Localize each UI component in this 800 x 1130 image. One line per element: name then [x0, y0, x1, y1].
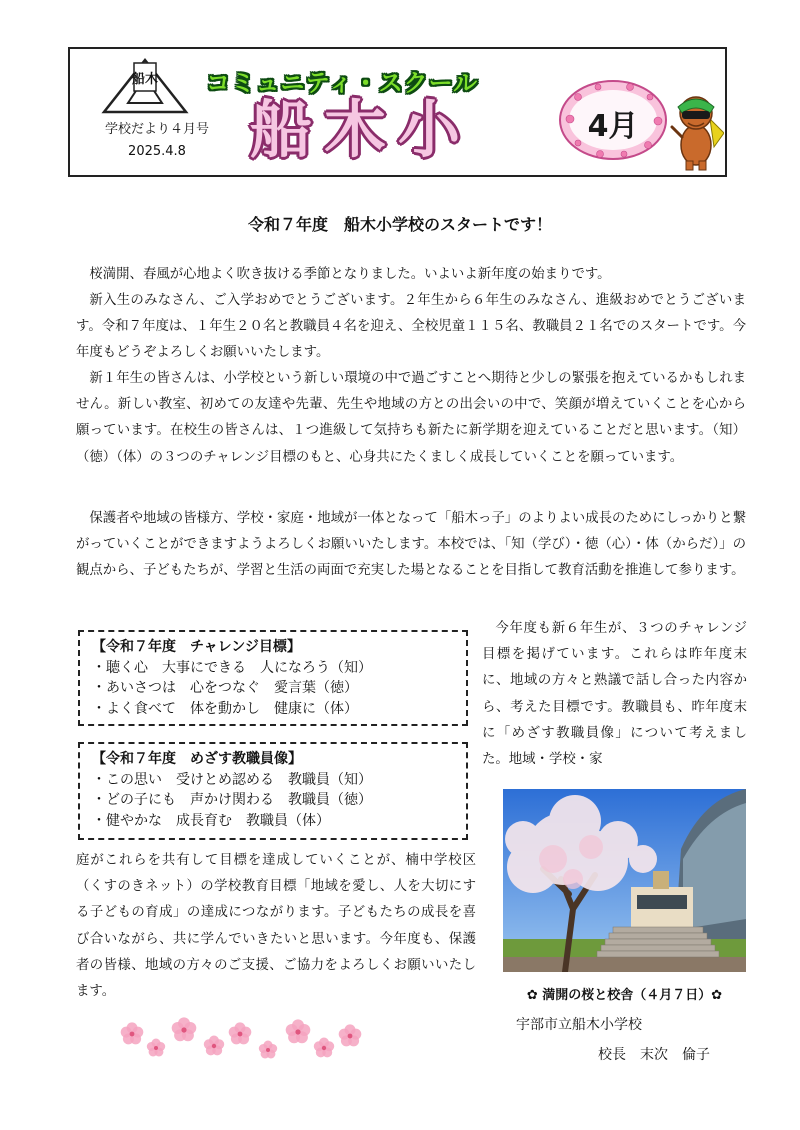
newsletter-issue: 学校だより４月号 [104, 122, 209, 137]
issue-info [92, 119, 222, 163]
staff-vision-item: ・この思い 受けとめ認める 教職員（知） [92, 771, 372, 788]
photo-caption: ✿ 満開の桜と校舎（４月７日）✿ [526, 988, 723, 1003]
sakura-flower-icon [147, 1039, 165, 1057]
paragraph-greeting: 桜満開、春風が心地よく吹き抜ける季節となりました。いよいよ新年度の始まりです。 [89, 267, 611, 282]
article-title: 令和７年度 船木小学校のスタートです！ [247, 215, 552, 234]
sakura-flower-icon [204, 1036, 224, 1056]
school-photo [503, 789, 746, 972]
paragraph-new-students: 新１年生の皆さんは、小学校という新しい環境の中で過ごすことへ期待と少しの緊張を抱えているかもしれません。新しい教室、初めての友達や先輩、先生や地域の方との出会いの中で、笑顔が増えていくことを心から願っています。在校生の皆さんは、１つ進級して気持ちも新たに新学期を迎えていることだと思います。（知）（徳）（体）の３つのチャレンジ目標のもと、心身共にたくましく成長していくことを願っています。 [76, 371, 746, 465]
month-badge [558, 79, 668, 161]
paragraph-goals-left: 庭がこれらを共有して目標を達成していくことが、楠中学校区（くすのきネット）の学校教育目標「地域を愛し、人を大切にする子どもの育成」の達成につながります。子どもたちの成長を喜び合いながら、共に学んでいきたいと思います。今年度も、保護者の皆様、地域の方々のご支援、ご協力をよろしくお願いいたします。 [76, 853, 476, 1000]
sakura-flower-icon [339, 1024, 362, 1046]
community-school-banner: コミュニティ・スクール [206, 69, 479, 97]
mascot-illustration [670, 89, 724, 171]
issue-date: 2025.4.8 [128, 144, 186, 159]
sakura-flower-icon [121, 1022, 144, 1044]
sakura-flower-icon [259, 1041, 277, 1059]
sakura-flower-icon [172, 1017, 197, 1041]
signature-school: 宇部市立船木小学校 [516, 1017, 642, 1033]
challenge-goal-item: ・よく食べて 体を動かし 健康に（体） [92, 700, 358, 717]
school-name-banner: 船木小 [250, 93, 473, 166]
month-label: 4月 [587, 109, 639, 144]
sakura-decoration [118, 1010, 368, 1064]
school-emblem [100, 57, 190, 115]
sakura-flower-icon [314, 1038, 334, 1058]
staff-vision-title: 【令和７年度 めざす教職員像】 [92, 751, 302, 767]
challenge-goal-item: ・聴く心 大事にできる 人になろう（知） [92, 659, 372, 676]
staff-vision-box [78, 742, 468, 840]
challenge-goals-title: 【令和７年度 チャレンジ目標】 [92, 639, 301, 655]
paragraph-guardians: 保護者や地域の皆様方、学校・家庭・地域が一体となって「船木っ子」のよりよい成長のためにしっかりと繋がっていくことができますようよろしくお願いいたします。本校では、「知（学び）・徳（心）・体（からだ）」の観点から、子どもたちが、学習と生活の両面で充実した場となることを目指して教育活動を推進して参ります。 [76, 511, 746, 579]
signature-principal: 校長 末次 倫子 [598, 1047, 710, 1063]
sakura-flower-icon [229, 1022, 252, 1044]
paragraph-goals-right: 今年度も新６年生が、３つのチャレンジ目標を掲げています。これらは昨年度末に、地域の方々と熟議で話し合った内容から、考えた目標です。教職員も、昨年度末に「めざす教職員像」について考えました。地域・学校・家 [482, 621, 747, 768]
challenge-goal-item: ・あいさつは 心をつなぐ 愛言葉（徳） [92, 680, 358, 696]
emblem-text: 船木 [131, 72, 159, 87]
sakura-flower-icon [286, 1019, 311, 1043]
challenge-goals-box [78, 630, 468, 726]
staff-vision-item: ・健やかな 成長育む 教職員（体） [92, 812, 330, 829]
staff-vision-item: ・どの子にも 声かけ関わる 教職員（徳） [92, 792, 372, 808]
paragraph-welcome: 新入生のみなさん、ご入学おめでとうございます。２年生から６年生のみなさん、進級おめでとうございます。令和７年度は、１年生２０名と教職員４名を迎え、全校児童１１５名、教職員２１名でのスタートです。今年度もどうぞよろしくお願いいたします。 [76, 293, 746, 361]
newsletter-header [68, 47, 727, 177]
